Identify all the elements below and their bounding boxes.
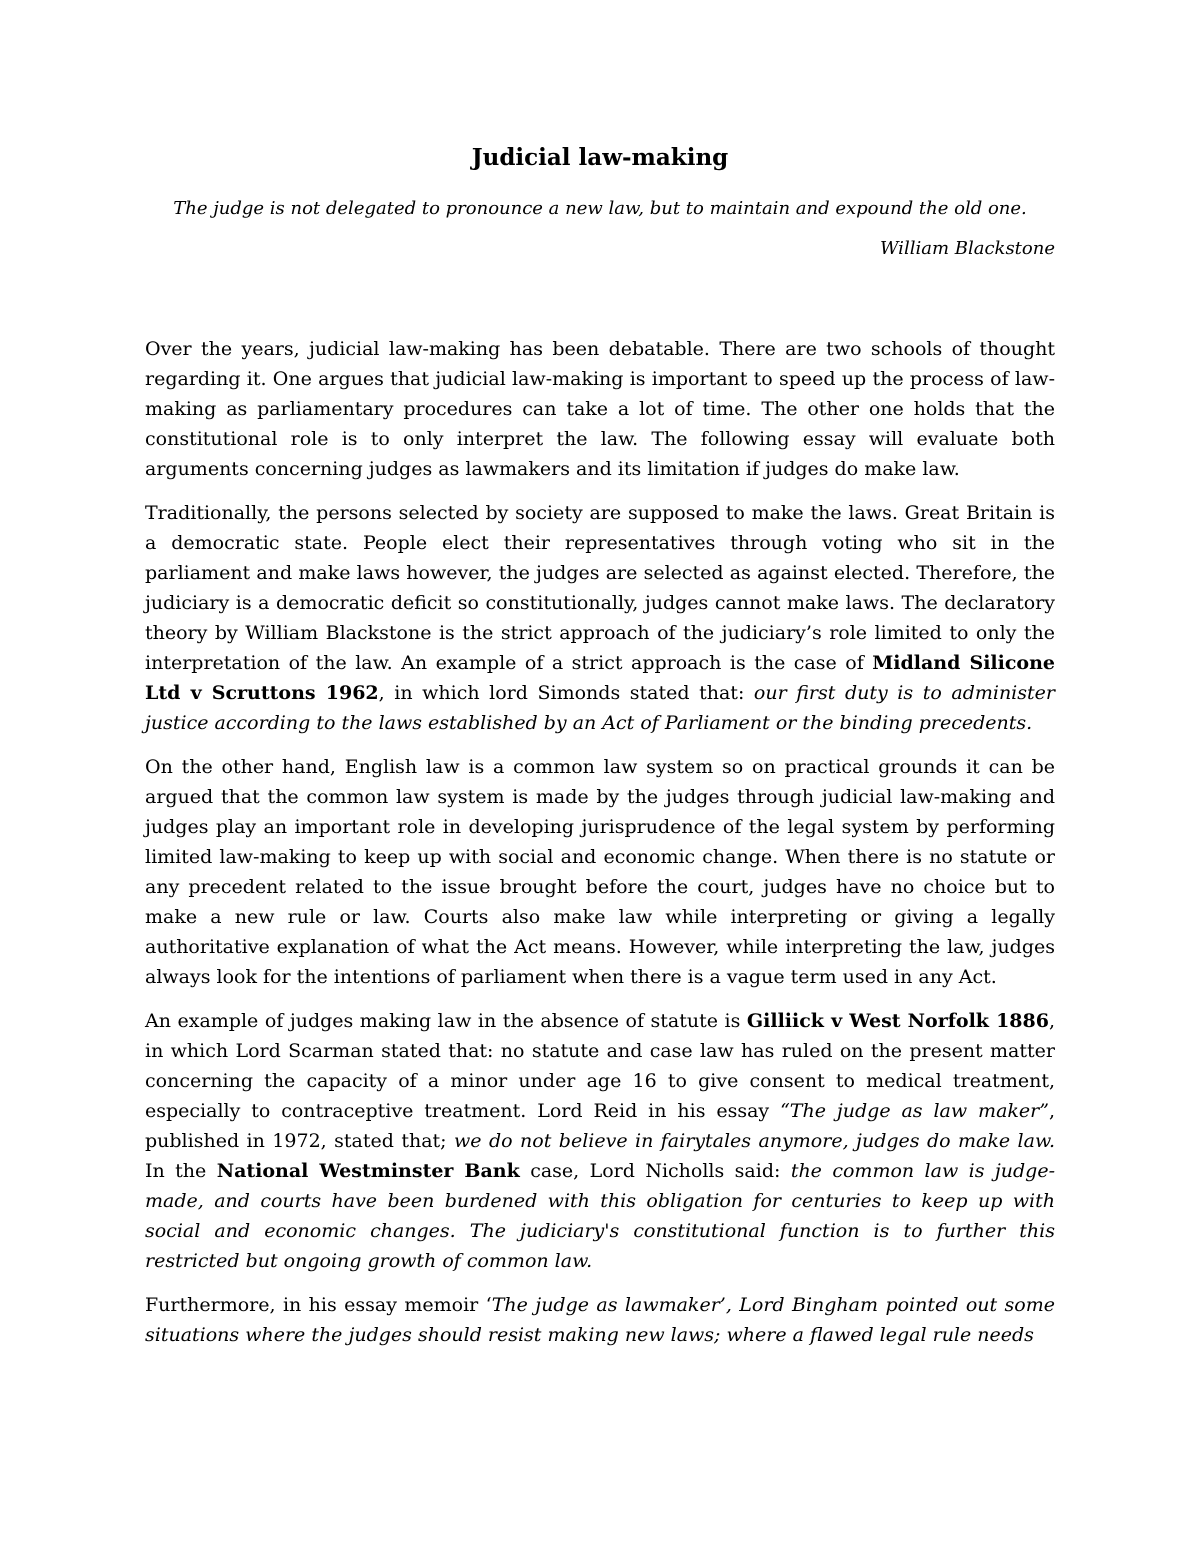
case-name: Gilliick v West Norfolk 1886 [746, 1010, 1049, 1032]
case-name: Midland Silicone Ltd v Scruttons 1962 [145, 652, 1055, 704]
paragraph-4-text: An example of judges making law in the absence of statute is [145, 1010, 747, 1032]
paragraph-4-text-3: , published in 1972, stated that; [145, 1100, 1055, 1152]
paragraph-4-text-2: , in which Lord Scarman stated that: no statute and case law has ruled on the present matter concerning the capacity of a minor under age 16 to give consent to medical treatment, especially to contraceptive treatment. Lord Reid in his essay [145, 1010, 1055, 1122]
paragraph-5-text: Furthermore, in his essay memoir ‘ [145, 1294, 492, 1316]
epigraph-quote: The judge is not delegated to pronounce a new law, but to maintain and expound the old one. [173, 198, 1027, 219]
case-name: National Westminster Bank [216, 1160, 520, 1182]
paragraph-5-italic: The judge as lawmaker’, Lord Bingham pointed out some situations where the judges should resist making new laws; where a flawed legal rule needs [145, 1294, 1055, 1346]
essay-title: “The judge as law maker” [780, 1100, 1049, 1122]
essay-body [145, 334, 1055, 1350]
judicial-quote: the common law is judge-made, and courts have been burdened with this obligation for centuries to keep up with social and economic changes. The judiciary's constitutional function is to further this restricted but ongoing growth of common law. [145, 1160, 1055, 1272]
paragraph-2-text-2: , in which lord Simonds stated that: [378, 682, 754, 704]
paragraph-3: On the other hand, English law is a common law system so on practical grounds it can be argued that the common law system is made by the judges through judicial law-making and judges play an important role in developing jurisprudence of the legal system by performing limited law-making to keep up with social and economic change. When there is no statute or any precedent related to the issue brought before the court, judges have no choice but to make a new rule or law. Courts also make law while interpreting or giving a legally authoritative explanation of what the Act means. However, while interpreting the law, judges always look for the intentions of parliament when there is a vague term used in any Act. [145, 756, 1055, 988]
paragraph-4-text-5: case, Lord Nicholls said: [519, 1160, 791, 1182]
epigraph-author: William Blackstone [880, 238, 1055, 259]
paragraph-1: Over the years, judicial law-making has been debatable. There are two schools of thought regarding it. One argues that judicial law-making is important to speed up the process of law-making as parliamentary procedures can take a lot of time. The other one holds that the constitutional role is to only interpret the law. The following essay will evaluate both arguments concerning judges as lawmakers and its limitation if judges do make law. [145, 338, 1055, 480]
paragraph-2 [145, 498, 1055, 738]
document-title: Judicial law-making [471, 144, 729, 171]
paragraph-2-text: Traditionally, the persons selected by society are supposed to make the laws. Great Britain is a democratic state. People elect their representatives through voting who sit in the parliament and make laws however, the judges are selected as against elected. Therefore, the judiciary is a democratic deficit so constitutionally, judges cannot make laws. The declaratory theory by William Blackstone is the strict approach of the judiciary’s role limited to only the interpretation of the law. An example of a strict approach is the case of [145, 502, 1055, 674]
judicial-quote: our first duty is to administer justice according to the laws established by an Act of Parliament or the binding precedents. [145, 682, 1055, 734]
judicial-quote: we do not believe in fairytales anymore, judges do make law. [454, 1130, 1055, 1152]
paragraph-4-text-4: In the [145, 1160, 217, 1182]
paragraph-5 [145, 1290, 1055, 1350]
paragraph-4 [145, 1006, 1055, 1276]
